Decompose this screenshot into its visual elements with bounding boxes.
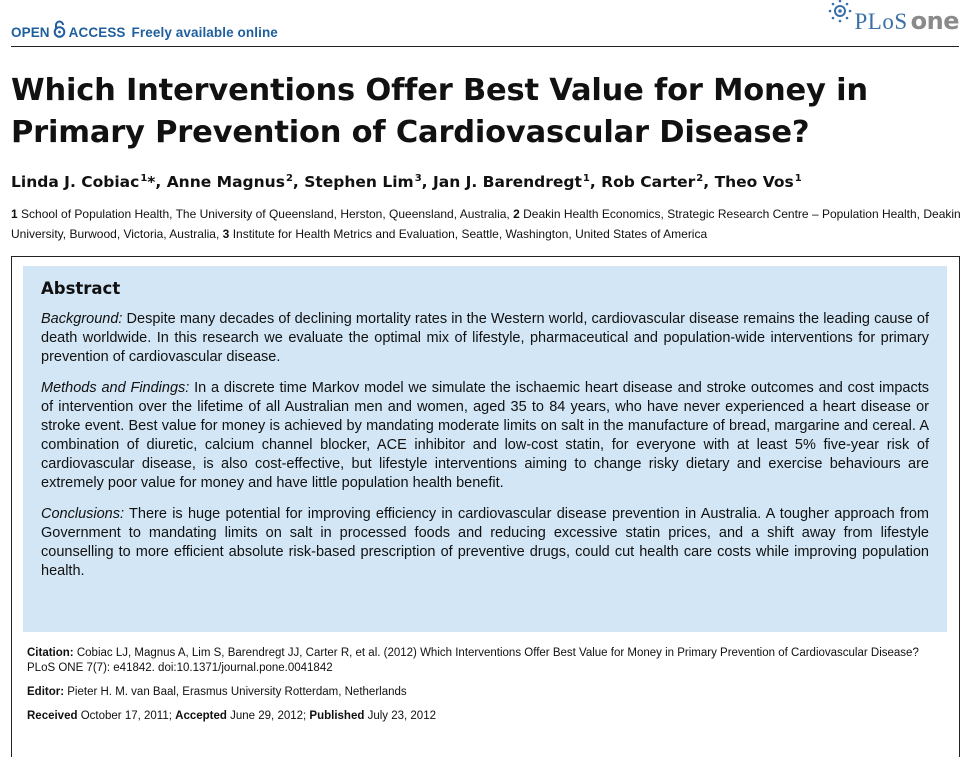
citation-text: Cobiac LJ, Magnus A, Lim S, Barendregt JJ, Carter R, et al. (2012) Which Interventions Offer Best Value for Money in Primary Prevention of Cardiovascular Disease? PLoS ONE 7(7): e41842. doi:10.1371/journal.pone.0041842 [27, 647, 919, 674]
abstract-heading: Abstract [41, 279, 121, 298]
published-date: July 23, 2012 [367, 710, 436, 722]
author-affiliation-mark: 1 [794, 173, 802, 184]
affiliation-number: 2 [513, 207, 520, 221]
citation-label: Citation: [27, 647, 74, 659]
corresponding-author-mark: * [147, 173, 156, 191]
abstract-conclusions [41, 505, 929, 581]
open-lock-icon [53, 20, 66, 41]
one-wordmark: one [910, 7, 959, 35]
access-label: ACCESS [68, 25, 126, 40]
citation-row [27, 646, 947, 676]
received-date: October 17, 2011; [80, 710, 172, 722]
methods-label: Methods and Findings: [41, 380, 190, 396]
affiliations [11, 205, 966, 244]
editor-label: Editor: [27, 686, 65, 698]
abstract-box [23, 266, 947, 632]
background-text: Despite many decades of declining mortality rates in the Western world, cardiovascular disease remains the leading cause of death worldwide. In this research we evaluate the optimal mix of lifestyle, pharmaceutical and population-wide interventions for primary prevention of cardiovascular disease. [41, 311, 929, 365]
author-name: Linda J. Cobiac [11, 173, 140, 191]
article-metadata [27, 646, 947, 733]
author-affiliation-mark: 1 [140, 173, 148, 184]
title-line-2: Primary Prevention of Cardiovascular Disease? [11, 115, 810, 150]
author-name: Anne Magnus [166, 173, 285, 191]
accepted-date: June 29, 2012; [230, 710, 307, 722]
open-label: OPEN [11, 25, 50, 40]
article-title [11, 70, 961, 154]
author-name: Theo Vos [714, 173, 794, 191]
open-access-badge [11, 22, 278, 43]
abstract-background [41, 310, 929, 367]
plos-sun-icon [827, 0, 853, 29]
accepted-label: Accepted [175, 710, 227, 722]
author-name: Rob Carter [601, 173, 696, 191]
editor-row [27, 685, 947, 700]
plos-wordmark: PLoS [854, 9, 908, 34]
author-name: Jan J. Barendregt [432, 173, 582, 191]
conclusions-text: There is huge potential for improving efficiency in cardiovascular disease prevention in Australia. A tougher approach from Government to mandating limits on salt in processed foods and reducing excessive statin prices, and a shift away from lifestyle counselling to more efficient absolute risk-based prescription of preventive drugs, could cut health care costs while improving population health. [41, 506, 929, 579]
plos-one-logo [827, 4, 960, 35]
author-name: Stephen Lim [304, 173, 414, 191]
title-line-1: Which Interventions Offer Best Value for Money in [11, 73, 868, 108]
freely-available-label: Freely available online [131, 25, 278, 40]
editor-text: Pieter H. M. van Baal, Erasmus University Rotterdam, Netherlands [67, 686, 407, 698]
dates-row [27, 709, 947, 724]
affiliation-text: School of Population Health, The University of Queensland, Herston, Queensland, Australia, [21, 207, 510, 221]
affiliation-number: 1 [11, 207, 18, 221]
affiliation-text: Institute for Health Metrics and Evaluation, Seattle, Washington, United States of America [232, 226, 708, 241]
affiliation-text: Deakin Health Economics, Strategic Research Centre – Population Health, Deakin University, Burwood, Victoria, Australia, [11, 207, 961, 241]
received-label: Received [27, 710, 78, 722]
author-affiliation-mark: 2 [696, 173, 704, 184]
methods-text: In a discrete time Markov model we simulate the ischaemic heart disease and stroke outcomes and cost impacts of intervention over the lifetime of all Australian men and women, aged 35 to 84 years, who have never experienced a heart disease or stroke event. Best value for money is achieved by mandating moderate limits on salt in the manufacture of bread, margarine and cereal. A combination of diuretic, calcium channel blocker, ACE inhibitor and low-cost statin, for everyone with at least 5% five-year risk of cardiovascular disease, is also cost-effective, but lifestyle interventions aiming to change risky dietary and exercise behaviours are extremely poor value for money and have little population health benefit. [41, 380, 929, 491]
author-affiliation-mark: 3 [414, 173, 422, 184]
affiliation-number: 3 [222, 226, 230, 241]
journal-header-bar [11, 7, 959, 47]
background-label: Background: [41, 311, 123, 327]
published-label: Published [309, 710, 365, 722]
conclusions-label: Conclusions: [41, 506, 125, 522]
author-affiliation-mark: 1 [582, 173, 590, 184]
abstract-methods [41, 379, 929, 493]
author-list: Linda J. Cobiac$^1$*, Anne Magnus$^2$, Stephen Lim$^3$, Jan J. Barendregt$^1$, Rob Carter$^2$, Theo Vos$^1$ [11, 173, 802, 191]
author-affiliation-mark: 2 [285, 173, 293, 184]
